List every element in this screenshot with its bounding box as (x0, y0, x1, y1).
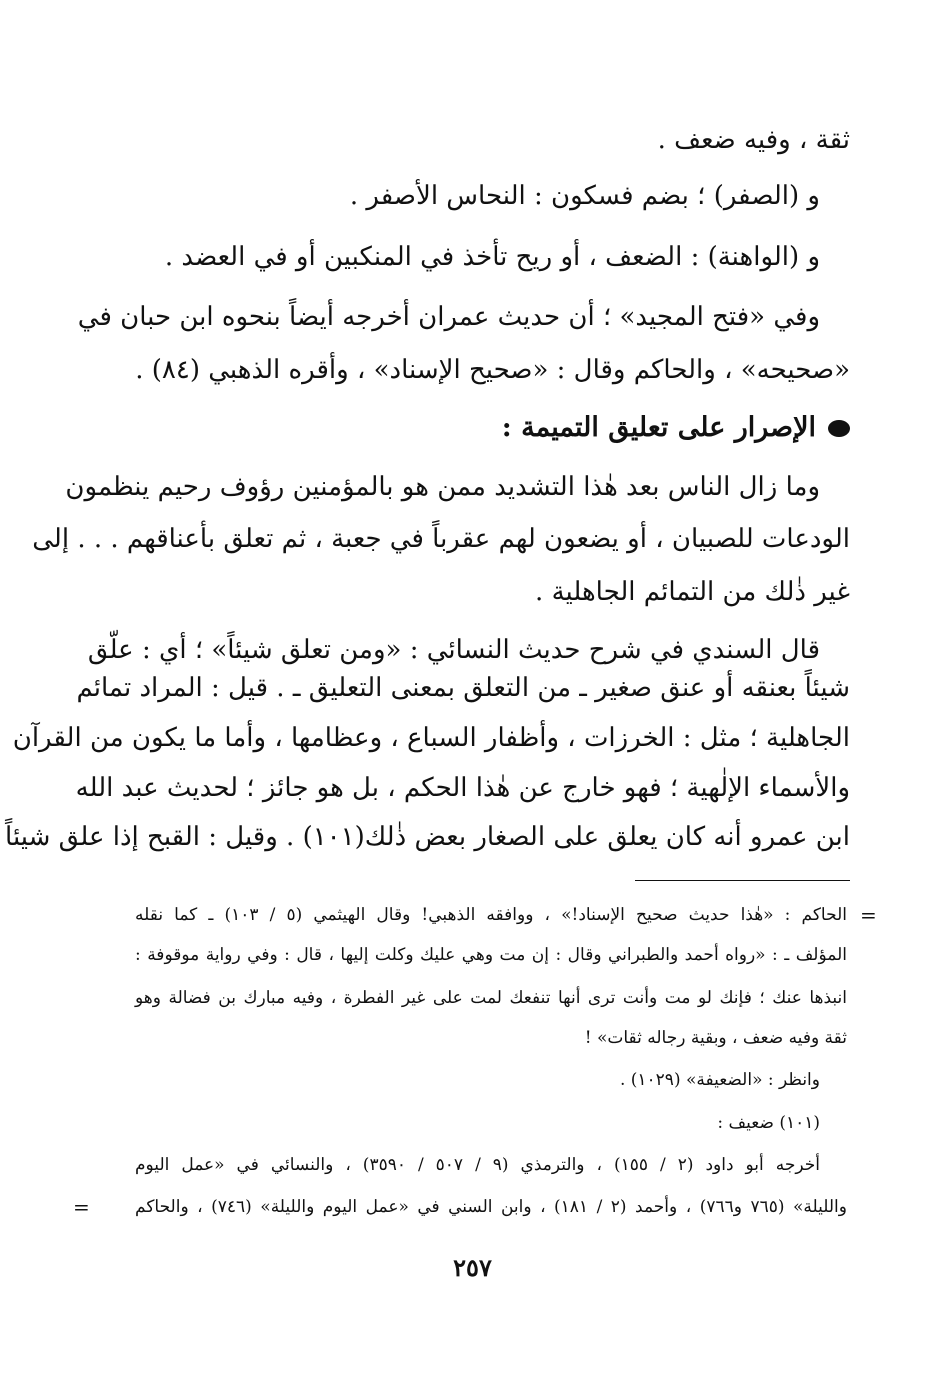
text-line: وفي «فتح المجيد» ؛ أن حديث عمران أخرجه أيضاً بنحوه ابن حبان في (77, 302, 820, 332)
footnote-line: المؤلف ـ : «رواه أحمد والطبراني وقال : إن مت وهي عليك وكلت إليها ، قال : وفي رواية موقوفة : (135, 945, 847, 965)
footnote-separator (635, 880, 850, 881)
footnote-line: انبذها عنك ؛ فإنك لو مت وأنت ترى أنها تنفعك لمت على غير الفطرة ، وفيه مبارك بن فضالة وهو (135, 988, 847, 1008)
section-heading (135, 408, 850, 448)
continuation-mark: = (73, 1195, 90, 1219)
section-heading-text: الإصرار على تعليق التميمة : (501, 412, 816, 443)
text-line: والأسماء الإلٰهية ؛ فهو خارج عن هٰذا الحكم ، بل هو جائز ؛ لحديث عبد الله (75, 773, 850, 803)
text-line: ثقة ، وفيه ضعف . (657, 125, 850, 155)
footnote-line: (١٠١) ضعيف : (717, 1113, 820, 1133)
footnote-line: وانظر : «الضعيفة» (١٠٢٩) . (619, 1070, 820, 1090)
footnote-line: الحاكم : «هٰذا حديث صحيح الإسناد!» ، ووافقه الذهبي! وقال الهيثمي (٥ / ١٠٣) ـ كما نقله (135, 905, 847, 925)
text-line: الجاهلية ؛ مثل : الخرزات ، وأظفار السباع ، وعظامها ، وأما ما يكون من القرآن (12, 723, 850, 753)
page-number: ٢٥٧ (453, 1253, 492, 1282)
text-line: «صحيحه» ، والحاكم وقال : «صحيح الإسناد» ، وأقره الذهبي (٨٤) . (135, 355, 850, 385)
footnote-line: ثقة وفيه ضعف ، وبقية رجاله ثقات» ! (584, 1028, 847, 1048)
footnote-line: أخرجه أبو داود (٢ / ١٥٥) ، والترمذي (٩ / ٥٠٧ / ٣٥٩٠) ، والنسائي في «عمل اليوم (135, 1155, 820, 1175)
continuation-mark: = (860, 903, 877, 927)
text-line: ابن عمرو أنه كان يعلق على الصغار بعض ذٰلك(١٠١) . وقيل : القبح إذا علق شيئاً (5, 822, 850, 852)
text-line: غير ذٰلك من التمائم الجاهلية . (535, 577, 850, 607)
footnote-line: والليلة» (٧٦٥ و٧٦٦) ، وأحمد (٢ / ١٨١) ، وابن السني في «عمل اليوم والليلة» (٧٤٦) ، والحاكم (135, 1197, 847, 1217)
text-line: وما زال الناس بعد هٰذا التشديد ممن هو بالمؤمنين رؤوف رحيم ينظمون (65, 472, 820, 502)
text-line: الودعات للصبيان ، أو يضعون لهم عقرباً في جعبة ، ثم تعلق بأعناقهم . . . إلى (32, 524, 850, 554)
text-line: قال السندي في شرح حديث النسائي : «ومن تعلق شيئاً» ؛ أي : علّق (87, 635, 820, 665)
text-line: شيئاً بعنقه أو عنق صغير ـ من التعلق بمعنى التعليق ـ . قيل : المراد تمائم (76, 673, 850, 703)
text-line: و (الصفر) ؛ بضم فسكون : النحاس الأصفر . (349, 181, 820, 211)
bullet-icon (828, 420, 850, 437)
text-line: و (الواهنة) : الضعف ، أو ريح تأخذ في المنكبين أو في العضد . (164, 242, 820, 272)
